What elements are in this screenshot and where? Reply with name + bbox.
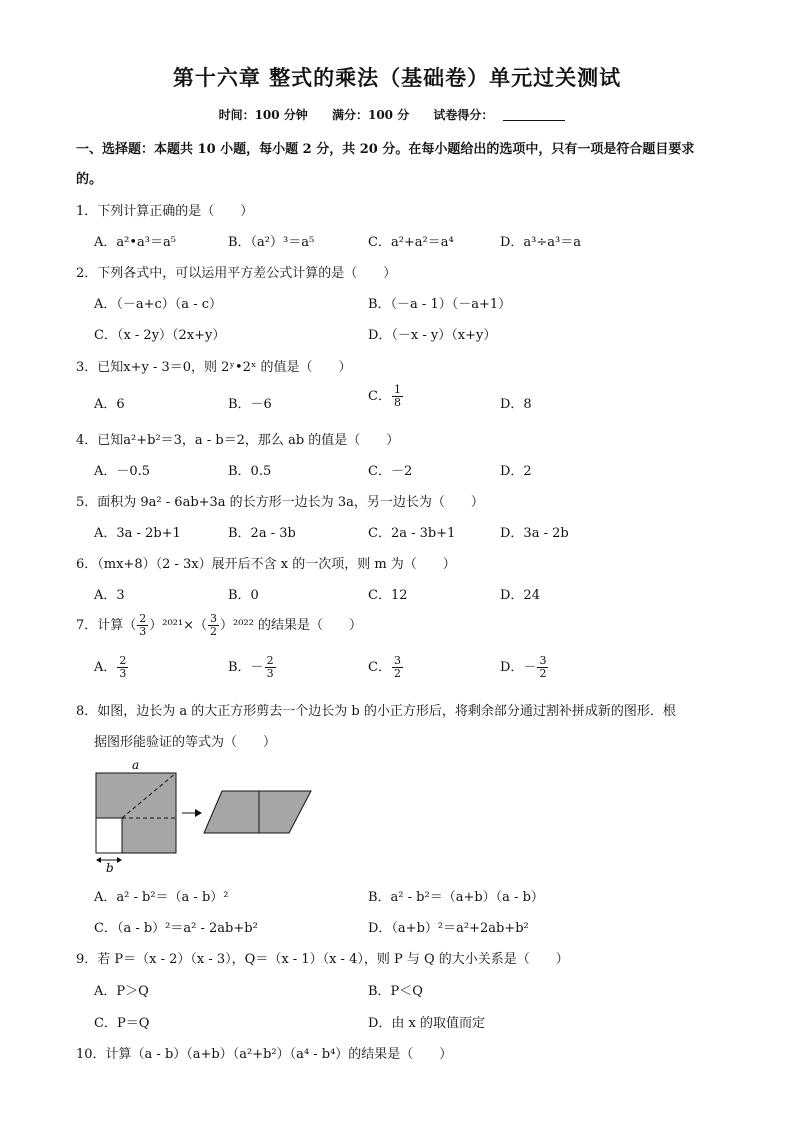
question-7: 7．计算（ $\frac{2}{3}$ ）²⁰²¹×（ $\frac{3}{2}$ ）²⁰²² 的结果是（ ）	[76, 612, 363, 638]
time-label: 时间：100 分钟	[218, 108, 308, 122]
q4-option-d[interactable]: D．2	[500, 464, 532, 479]
q3-option-b[interactable]: B．－6	[228, 397, 272, 412]
q9-option-b[interactable]: B．P＜Q	[368, 984, 423, 999]
fraction: $\frac{2}{3}$	[119, 654, 127, 680]
q2-option-c[interactable]: C．（x - 2y）（2x+y）	[94, 328, 226, 343]
q8-option-d[interactable]: D．（a+b）²＝a²+2ab+b²	[368, 921, 529, 936]
q8-option-a[interactable]: A．a² - b²＝（a - b）²	[94, 890, 229, 905]
q1-option-d[interactable]: D．a³÷a³＝a	[500, 235, 581, 250]
q5-option-b[interactable]: B．2a - 3b	[228, 526, 296, 541]
question-8: 8．如图，边长为 a 的大正方形剪去一个边长为 b 的小正方形后，将剩余部分通过割补拼成新的图形．根	[76, 704, 676, 719]
question-4: 4．已知a²+b²＝3，a - b＝2，那么 ab 的值是（ ）	[76, 433, 400, 448]
fraction: $\frac{1}{8}$	[393, 383, 401, 409]
q7-option-a[interactable]: A． $\frac{2}{3}$	[94, 654, 127, 680]
question-3: 3．已知x+y - 3＝0，则 2ʸ•2ˣ 的值是（ ）	[76, 360, 352, 375]
q9-option-d[interactable]: D．由 x 的取值而定	[368, 1016, 486, 1031]
q4-option-b[interactable]: B．0.5	[228, 464, 272, 479]
q8-option-c[interactable]: C．（a - b）²＝a² - 2ab+b²	[94, 921, 258, 936]
label-a: a	[132, 758, 140, 772]
fraction: $\frac{3}{2}$	[539, 654, 547, 680]
q9-option-a[interactable]: A．P＞Q	[94, 984, 149, 999]
q7-option-b[interactable]: B．－ $\frac{2}{3}$	[228, 654, 274, 680]
section-heading-cont: 的。	[76, 172, 103, 187]
q2-option-d[interactable]: D．（－x - y）（x+y）	[368, 328, 497, 343]
full-score-label: 满分：100 分	[331, 108, 410, 122]
q7-option-d[interactable]: D．－ $\frac{3}{2}$	[500, 654, 547, 680]
score-field[interactable]: 试卷得分：	[433, 108, 575, 122]
fraction: $\frac{2}{3}$	[139, 612, 147, 638]
arrowhead	[96, 857, 101, 863]
question-9: 9．若 P＝（x - 2）（x - 3），Q＝（x - 1）（x - 4），则 P 与 Q 的大小关系是（ ）	[76, 952, 569, 967]
q2-option-b[interactable]: B．（－a - 1）（－a+1）	[368, 297, 512, 312]
q2-option-a[interactable]: A．（－a+c）（a - c）	[94, 297, 223, 312]
q1-option-c[interactable]: C．a²+a²＝a⁴	[368, 235, 454, 250]
question-8-cont: 据图形能验证的等式为（ ）	[94, 735, 277, 750]
q8-option-b[interactable]: B．a² - b²＝（a+b）（a - b）	[368, 890, 544, 905]
square-cut-figure	[90, 756, 320, 874]
question-5: 5．面积为 9a² - 6ab+3a 的长方形一边长为 3a，另一边长为（ ）	[76, 495, 484, 510]
page-title: 第十六章 整式的乘法（基础卷）单元过关测试	[172, 65, 622, 90]
q7-option-c[interactable]: C． $\frac{3}{2}$	[368, 654, 401, 680]
section-heading: 一、选择题：本题共 10 小题，每小题 2 分，共 20 分。在每小题给出的选项中，只有一项是符合题目要求	[76, 142, 695, 157]
question-2: 2．下列各式中，可以运用平方差公式计算的是（ ）	[76, 266, 397, 281]
question-6: 6．（mx+8）（2 - 3x）展开后不含 x 的一次项，则 m 为（ ）	[76, 557, 456, 572]
q5-option-c[interactable]: C．2a - 3b+1	[368, 526, 456, 541]
arrowhead	[117, 857, 122, 863]
question-1: 1．下列计算正确的是（ ）	[76, 204, 254, 219]
fraction: $\frac{3}{2}$	[393, 654, 401, 680]
q3-option-a[interactable]: A．6	[94, 397, 125, 412]
q6-option-c[interactable]: C．12	[368, 588, 408, 603]
q6-option-b[interactable]: B．0	[228, 588, 259, 603]
q6-option-a[interactable]: A．3	[94, 588, 125, 603]
q5-option-a[interactable]: A．3a - 2b+1	[94, 526, 181, 541]
arrowhead	[195, 809, 202, 817]
small-square	[96, 818, 122, 853]
q9-option-c[interactable]: C．P＝Q	[94, 1016, 150, 1031]
question-10: 10．计算（a - b）（a+b）（a²+b²）（a⁴ - b⁴）的结果是（ ）	[76, 1047, 453, 1062]
q6-option-d[interactable]: D．24	[500, 588, 540, 603]
q5-option-d[interactable]: D．3a - 2b	[500, 526, 569, 541]
q3-option-d[interactable]: D．8	[500, 397, 532, 412]
label-b: b	[106, 861, 114, 874]
fraction: $\frac{3}{2}$	[210, 612, 218, 638]
q4-option-a[interactable]: A．－0.5	[94, 464, 151, 479]
q3-option-c[interactable]: C． $\frac{1}{8}$	[368, 383, 401, 409]
q1-option-a[interactable]: A．a²•a³＝a⁵	[94, 235, 176, 250]
fraction: $\frac{2}{3}$	[266, 654, 274, 680]
q1-option-b[interactable]: B．（a²）³＝a⁵	[228, 235, 315, 250]
q4-option-c[interactable]: C．－2	[368, 464, 413, 479]
exam-meta	[0, 106, 794, 123]
parallelogram	[204, 791, 311, 833]
